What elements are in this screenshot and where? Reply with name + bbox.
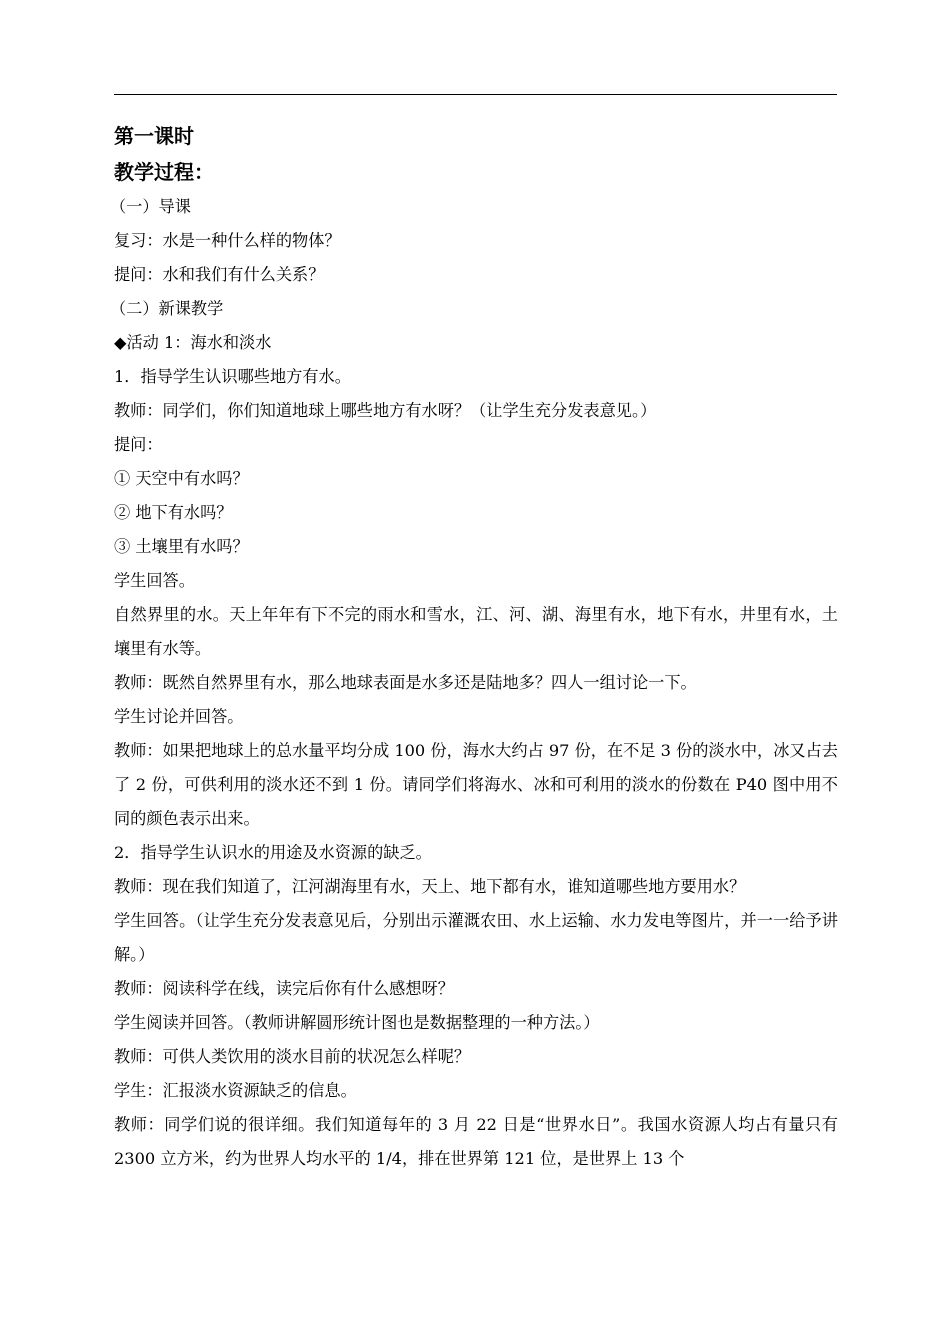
paragraph-question-underground: ② 地下有水吗？ — [114, 503, 233, 522]
paragraph-new-lesson-label: （二）新课教学 — [110, 299, 224, 318]
document-body — [110, 118, 838, 1176]
section-title: 教学过程： — [114, 160, 214, 184]
paragraph-step-2: 2．指导学生认识水的用途及水资源的缺乏。 — [114, 843, 432, 862]
paragraph-activity-1: ◆活动 1：海水和淡水 — [114, 333, 272, 352]
paragraph-student-answer-2: 学生回答。（让学生充分发表意见后，分别出示灌溉农田、水上运输、水力发电等图片，并一一给予讲解。） — [114, 911, 838, 964]
paragraph-teacher-2: 教师：既然自然界里有水，那么地球表面是水多还是陆地多？四人一组讨论一下。 — [114, 673, 697, 692]
paragraph-question-soil: ③ 土壤里有水吗？ — [114, 537, 249, 556]
paragraph-student-read: 学生阅读并回答。（教师讲解圆形统计图也是数据整理的一种方法。） — [114, 1013, 600, 1032]
paragraph-intro-label: （一）导课 — [110, 197, 191, 216]
paragraph-review: 复习：水是一种什么样的物体？ — [114, 231, 341, 250]
paragraph-ask: 提问： — [114, 435, 163, 454]
header-rule — [114, 94, 837, 95]
paragraph-teacher-1: 教师：同学们，你们知道地球上哪些地方有水呀？（让学生充分发表意见。） — [114, 401, 657, 420]
paragraph-step-1: 1．指导学生认识哪些地方有水。 — [114, 367, 351, 386]
paragraph-teacher-6: 教师：可供人类饮用的淡水目前的状况怎么样呢？ — [114, 1047, 471, 1066]
paragraph-student-report: 学生：汇报淡水资源缺乏的信息。 — [114, 1081, 357, 1100]
paragraph-teacher-7: 教师：同学们说的很详细。我们知道每年的 3 月 22 日是“世界水日”。我国水资源人均占有量只有 2300 立方米，约为世界人均水平的 1/4，排在世界第 121 位，是世界上 13 个 — [114, 1115, 838, 1168]
paragraph-teacher-4: 教师：现在我们知道了，江河湖海里有水，天上、地下都有水，谁知道哪些地方要用水？ — [114, 877, 746, 896]
paragraph-question-sky: ① 天空中有水吗？ — [114, 469, 249, 488]
paragraph-nature-water: 自然界里的水。天上年年有下不完的雨水和雪水，江、河、湖、海里有水，地下有水，井里有水，土壤里有水等。 — [114, 605, 838, 658]
paragraph-question: 提问：水和我们有什么关系？ — [114, 265, 325, 284]
paragraph-student-discuss: 学生讨论并回答。 — [114, 707, 244, 726]
paragraph-teacher-5: 教师：阅读科学在线，读完后你有什么感想呀？ — [114, 979, 454, 998]
lesson-title: 第一课时 — [114, 124, 194, 148]
paragraph-teacher-3: 教师：如果把地球上的总水量平均分成 100 份，海水大约占 97 份，在不足 3 份的淡水中，冰又占去了 2 份，可供利用的淡水还不到 1 份。请同学们将海水、冰和可利用的淡水的份数在 P40 图中用不同的颜色表示出来。 — [114, 741, 838, 828]
paragraph-student-answer: 学生回答。 — [114, 571, 195, 590]
